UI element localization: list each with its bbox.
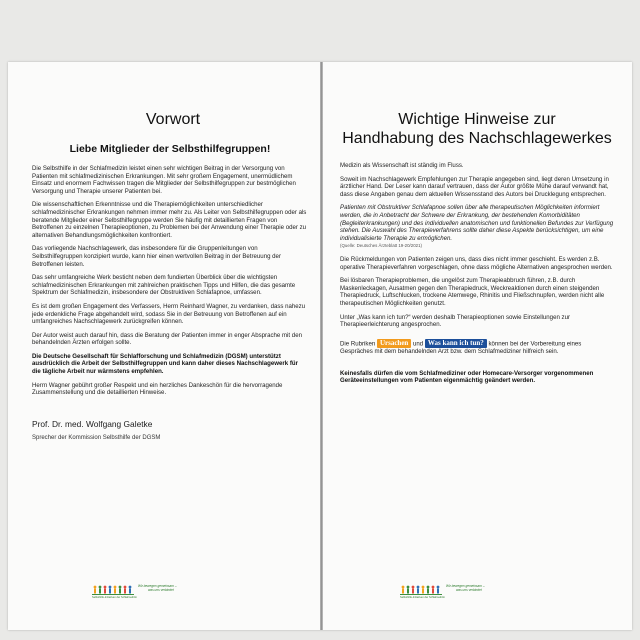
- page-gutter: [320, 62, 323, 630]
- page-subtitle: Liebe Mitglieder der Selbsthilfegruppen!: [69, 143, 271, 155]
- ursachen-badge: Ursachen: [377, 339, 411, 349]
- logo-slogan: Wir bewegen gemeinsam – was uns verbindet: [138, 584, 177, 592]
- book-spread: [8, 62, 632, 630]
- dgsm-recommendation: Die Deutsche Gesellschaft für Schlafforschung und Schlafmedizin (DGSM) unterstützt ausdrücklich die Arbeit der Selbsthilfegruppen und kann daher dieses Nachschlagewerk für die tägliche Arbeit nur wärmstens empfehlen.: [32, 352, 298, 376]
- warning-paragraph: Keinesfalls dürfen die vom Schlafmediziner oder Homecare-Versorger vorgenommenen Geräteeinstellungen vom Patienten eigenmächtig geändert werden.: [340, 369, 594, 385]
- logo-caption: Selbsthilfe-Initiativen der Schlafmedizin: [400, 596, 446, 599]
- people-figures-icon: [92, 585, 136, 596]
- rubriken-paragraph: Die Rubriken Ursachen und Was kann ich tun? können bei der Vorbereitung eines Gespräches mit dem behandelnden Arzt bzw. dem Schlafmediziner hilfreich sein.: [340, 338, 582, 356]
- paragraph: Bei lösbaren Therapieproblemen, die ungelöst zum Therapieabbruch führen, z.B. durch Maskenleckagen, Ausatmen gegen den Therapiedruck, Weckreaktionen durch einen steigenden Therapiedruck, Luftschlucken, trockene Atemwege, Rhinitis und Fließschnupfen, werden nicht alle therapeutischen Möglichkeiten genutzt.: [340, 277, 605, 307]
- quote-paragraph: Patienten mit Obstruktiver Schlafapnoe sollen über alle therapeutischen Möglichkeiten informiert werden, die in Anbetracht der Schwere der Erkrankung, der bestehenden Komorbiditäten (Begleiterkrankungen) und des individuellen anatomischen und funktionellen Befundes zur Verfügung stehen. Die Auswahl des Therapieverfahrens sollte daher diese Aspekte berücksichtigen, um eine individualisierte Therapie zu ermöglichen. (Quelle: Deutsches Ärzteblatt 19-20/2021): [340, 204, 614, 249]
- paragraph: Die Rückmeldungen von Patienten zeigen uns, dass dies nicht immer geschieht. Es werden z.B. operative Therapieverfahren vorgeschlagen, ohne dass mögliche Alternativen angesprochen werden.: [340, 255, 613, 271]
- paragraph: Es ist dem großen Engagement des Verfassers, Herrn Reinhard Wagner, zu verdanken, dass nahezu jede erdenkliche Frage abgehandelt wird, sodass Sie in der Betreuung von Betroffenen auf ein umfangreiches Nachschlagewerk zurückgreifen können.: [32, 302, 306, 326]
- paragraph: Die wissenschaftlichen Erkenntnisse und die Therapiemöglichkeiten unterschiedlicher schlafmedizinischer Erkrankungen nehmen immer mehr zu. Als Leiter von Selbsthilfegruppen oder als beratende Mitglieder einer Selbsthilfegruppe werden Sie häufig mit detaillierten Fragen von Betroffenen zu einzelnen Therapieoptionen, zu Problemen bei der Anwendung einer Therapie oder zu alternativen Behandlungsmöglichkeiten konfrontiert.: [32, 201, 307, 239]
- page-title: Wichtige Hinweise zur Handhabung des Nachschlagewerkes: [342, 111, 612, 147]
- paragraph: Medizin als Wissenschaft ist ständig im Fluss.: [340, 162, 464, 169]
- paragraph: Das vorliegende Nachschlagewerk, das insbesondere für die Gruppenleitungen von Selbsthilfegruppen konzipiert wurde, kann hier einen wertvollen Beitrag in der Betreuung der Betroffenen leisten.: [32, 245, 281, 268]
- right-page-hinweise: [324, 62, 632, 630]
- selbsthilfe-logo: [92, 584, 186, 600]
- signature-role: Sprecher der Kommission Selbsthilfe der DGSM: [32, 434, 161, 441]
- paragraph: Herrn Wagner gebührt großer Respekt und ein herzliches Dankeschön für die hervorragende Zusammenstellung und die detaillierten Hinweise.: [32, 381, 283, 397]
- paragraph: Soweit im Nachschlagewerk Empfehlungen zur Therapie angegeben sind, liegt deren Umsetzung in ärztlicher Hand. Der Leser kann darauf vertrauen, dass der Autor größte Mühe darauf verwandt hat, dass diese Angaben genau dem aktuellen Wissensstand des Autors bei Drucklegung entsprechen.: [340, 175, 609, 198]
- selbsthilfe-logo: [400, 584, 494, 600]
- paragraph: Das sehr umfangreiche Werk besticht neben dem fundierten Überblick über die wichtigsten schlafmedizinischen Erkrankungen mit zahlreichen praktischen Tipps und Hilfen, die das gesamte Spektrum der Schlafmedizin, insbesondere der Obstruktiven Schlafapnoe, umfassen.: [32, 274, 296, 297]
- paragraph: Unter „Was kann ich tun?“ werden deshalb Therapieoptionen sowie Einstellungen zur Therapieerleichterung angesprochen.: [340, 313, 571, 329]
- left-page-vorwort: [8, 62, 322, 630]
- people-figures-icon: [400, 585, 444, 596]
- paragraph: Der Autor weist auch darauf hin, dass die Beratung der Patienten immer in enger Absprache mit den behandelnden Ärzten erfolgen sollte.: [32, 331, 302, 347]
- logo-slogan: Wir bewegen gemeinsam – was uns verbindet: [446, 584, 485, 592]
- signature-name: Prof. Dr. med. Wolfgang Galetke: [32, 418, 153, 429]
- quote-source: (Quelle: Deutsches Ärzteblatt 19-20/2021): [340, 243, 423, 249]
- signature-block: [32, 419, 308, 441]
- logo-caption: Selbsthilfe-Initiativen der Schlafmedizin: [92, 596, 138, 599]
- was-kann-ich-tun-badge: Was kann ich tun?: [425, 339, 487, 349]
- paragraph: Die Selbsthilfe in der Schlafmedizin leistet einen sehr wichtigen Beitrag in der Versorgung von Patienten mit schlafmedizinischen Erkrankungen. Mit sehr großem Engagement, unermüdlichem Einsatz und enormem Fachwissen tragen die Mitglieder der Selbsthilfegruppen zur bestmöglichen Versorgung und Therapie unserer Patienten bei.: [32, 165, 296, 195]
- page-title: Vorwort: [145, 111, 201, 128]
